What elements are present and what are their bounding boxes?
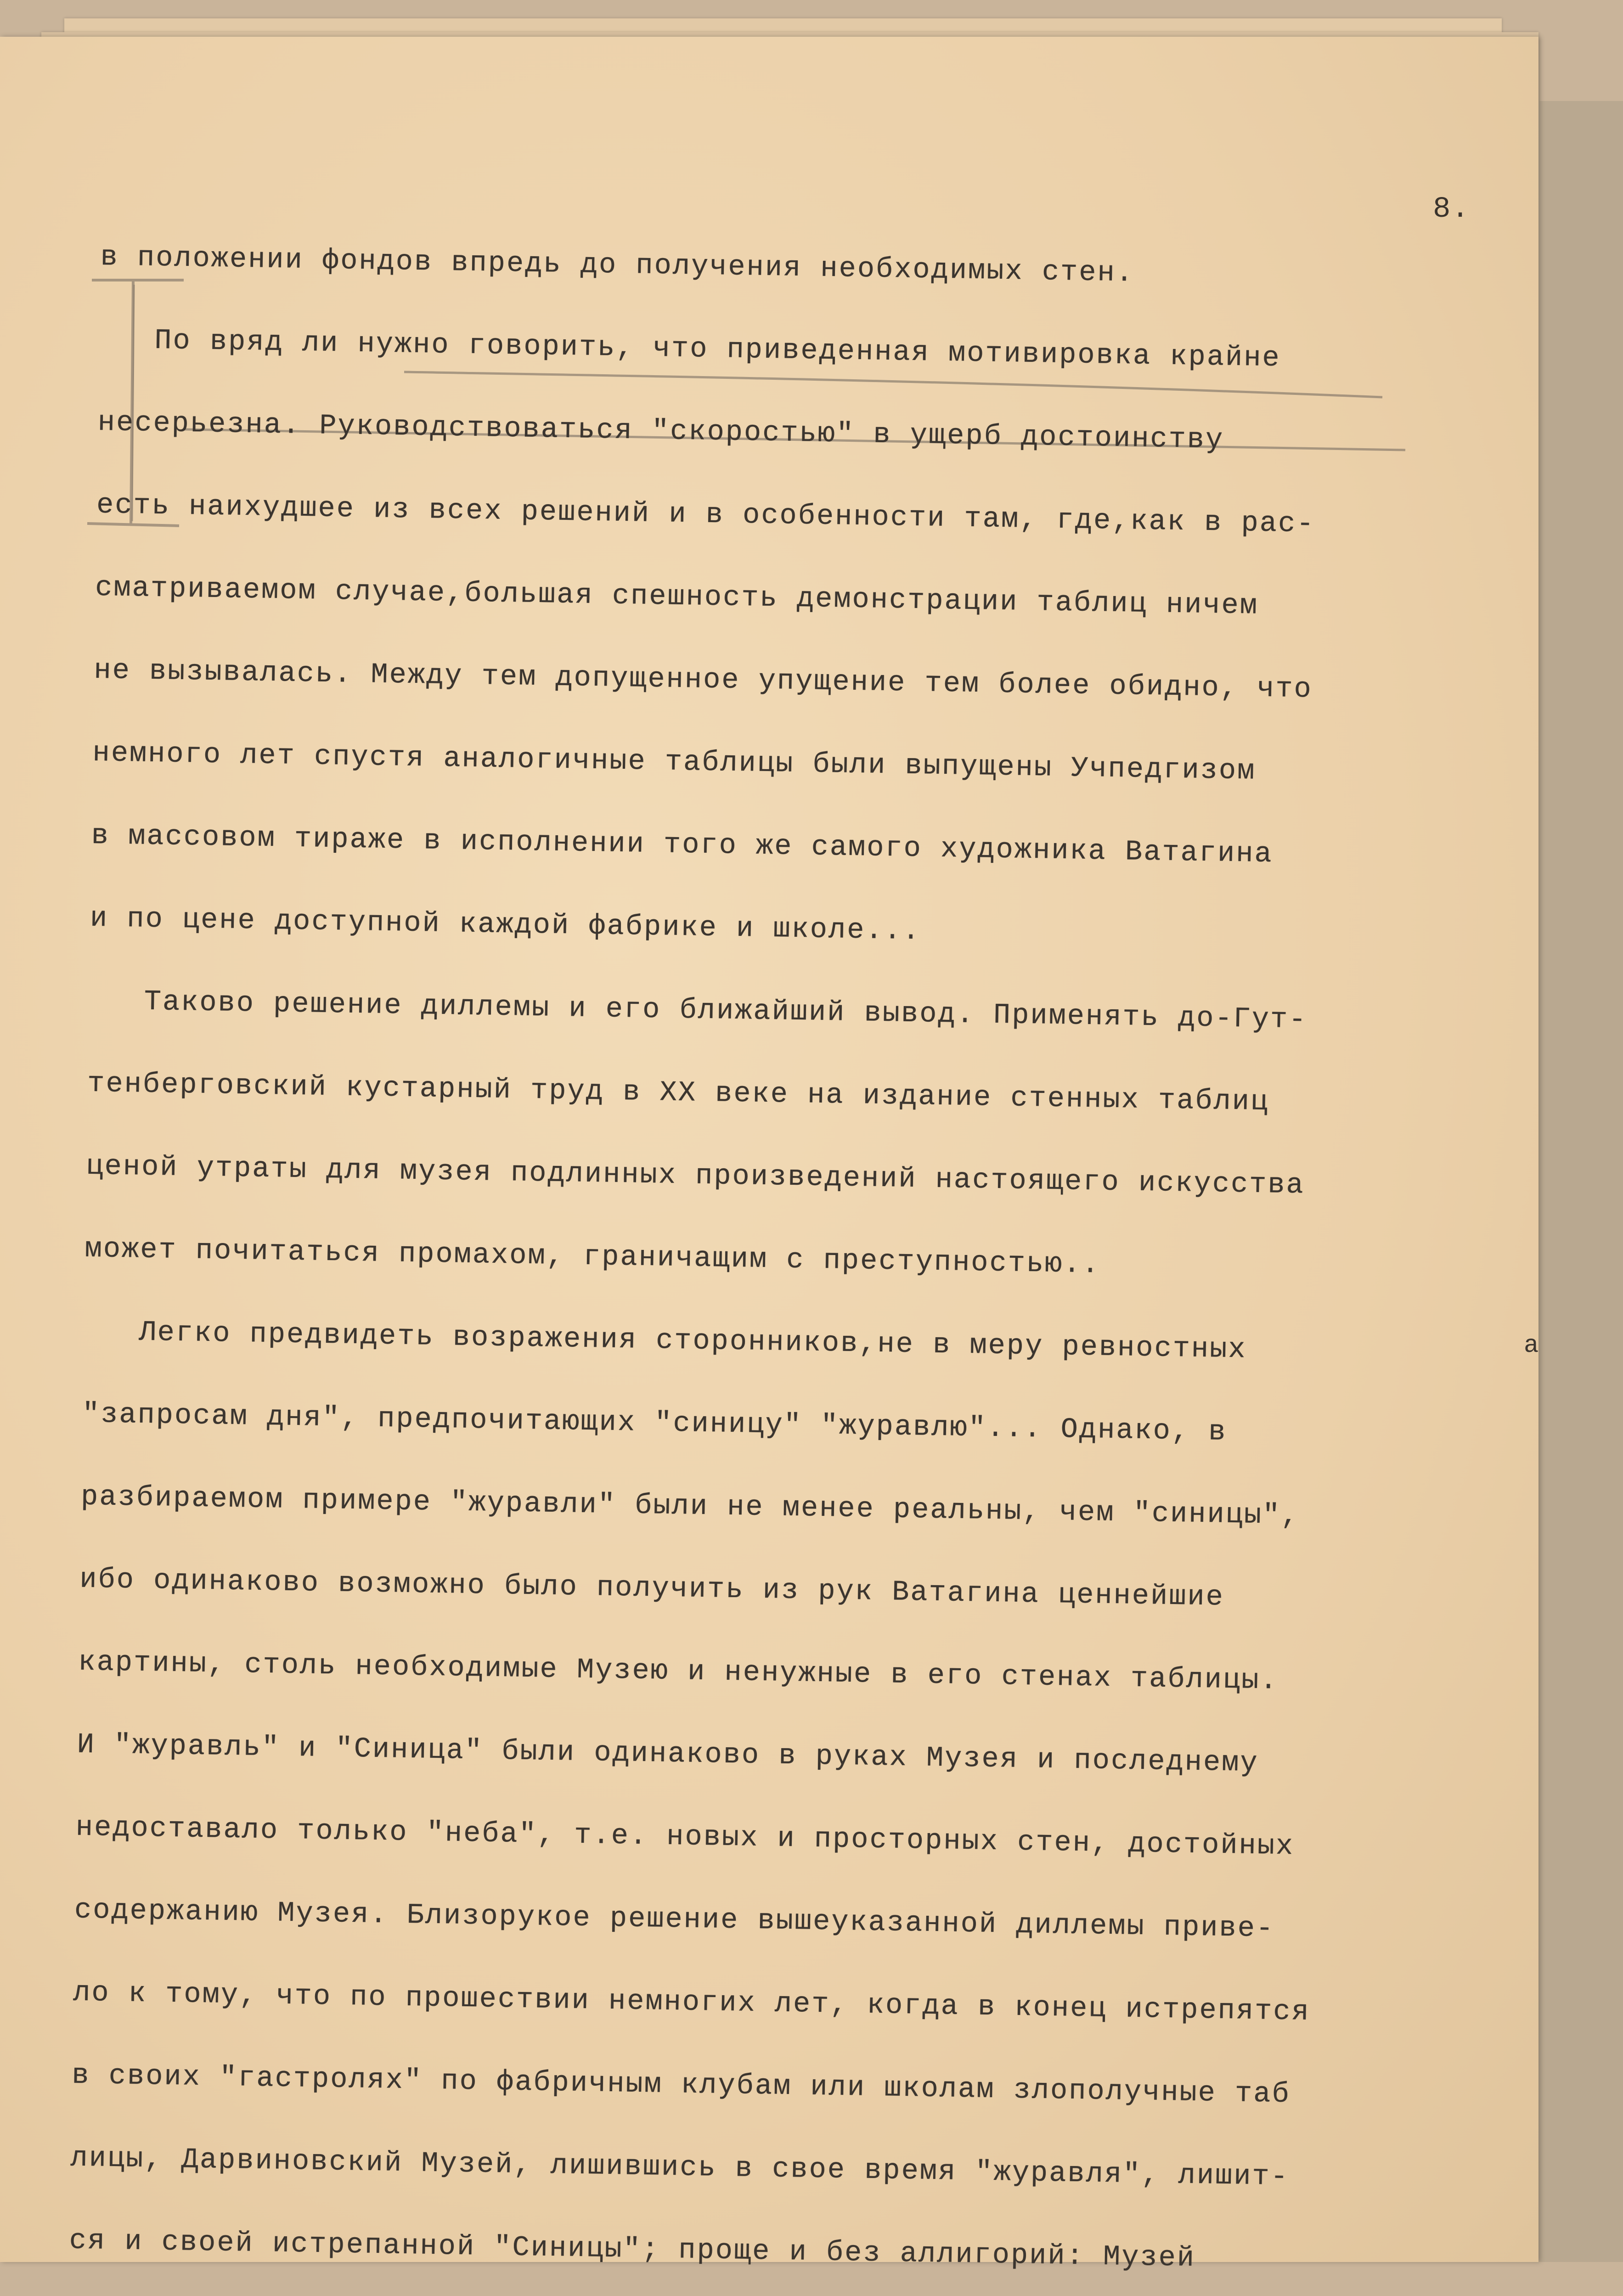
text-line: может почитаться промахом, граничащим с преступностью..: [85, 1232, 1101, 1281]
text-line: И "журавль" и "Синица" были одинаково в руках Музея и последнему: [77, 1728, 1259, 1780]
text-line: ся и своей истрепанной "Синицы"; проще и без аллигорий: Музей: [69, 2224, 1196, 2274]
page-number: 8.: [1433, 193, 1470, 226]
text-line: и по цене доступной каждой фабрике и школе...: [90, 901, 921, 948]
text-line: есть наихудшее из всех решений и в особенности там, где,как в рас-: [96, 488, 1315, 540]
text-line: разбираемом примере "журавли" были не менее реальны, чем "синицы",: [80, 1480, 1300, 1532]
text-line: По вряд ли нужно говорить, что приведенная мотивировка крайне: [99, 323, 1281, 375]
text-line: лицы, Дарвиновский Музей, лишившись в свое время "журавля", лишит-: [70, 2141, 1290, 2194]
text-line: картины, столь необходимые Музею и ненужные в его стенах таблицы.: [78, 1645, 1279, 1697]
text-line: ценой утраты для музея подлинных произведений настоящего искусства: [85, 1149, 1305, 1202]
background-edge: [1538, 101, 1623, 2262]
text-line: ибо одинаково возможно было получить из рук Ватагина ценнейшие: [79, 1563, 1225, 1614]
text-line: несерьезна. Руководствоваться "скоростью" в ущерб достоинству: [97, 405, 1224, 456]
text-line: в положении фондов впредь до получения необходимых стен.: [100, 240, 1135, 290]
document-body: [61, 216, 1533, 2296]
text-line: содержанию Музея. Близорукое решение вышеуказанной диллемы приве-: [74, 1893, 1275, 1945]
text-line: недоставало только "неба", т.е. новых и просторных стен, достойных: [75, 1811, 1295, 1863]
margin-letter: а: [1524, 1332, 1539, 1360]
text-line: Легко предвидеть возражения сторонников,не в меру ревностных: [83, 1315, 1247, 1366]
text-line: не вызывалась. Между тем допущенное упущение тем более обидно, что: [93, 653, 1313, 706]
text-line: Таково решение диллемы и его ближайший вывод. Применять до-Гут-: [88, 984, 1307, 1036]
text-line: сматриваемом случае,большая спешность демонстрации таблиц ничем: [95, 571, 1259, 622]
text-line: тенберговский кустарный труд в XX веке на издание стенных таблиц: [87, 1067, 1269, 1119]
text-line: в массовом тираже в исполнении того же самого художника Ватагина: [91, 819, 1274, 871]
text-line: ло к тому, что по прошествии немногих лет, когда в конец истрепятся: [73, 1976, 1311, 2028]
text-line: немного лет спустя аналогичные таблицы были выпущены Учпедгизом: [92, 736, 1256, 788]
text-line: в своих "гастролях" по фабричным клубам или школам злополучные таб: [71, 2059, 1291, 2111]
text-line: "запросам дня", предпочитающих "синицу" "журавлю"... Однако, в: [82, 1397, 1228, 1448]
